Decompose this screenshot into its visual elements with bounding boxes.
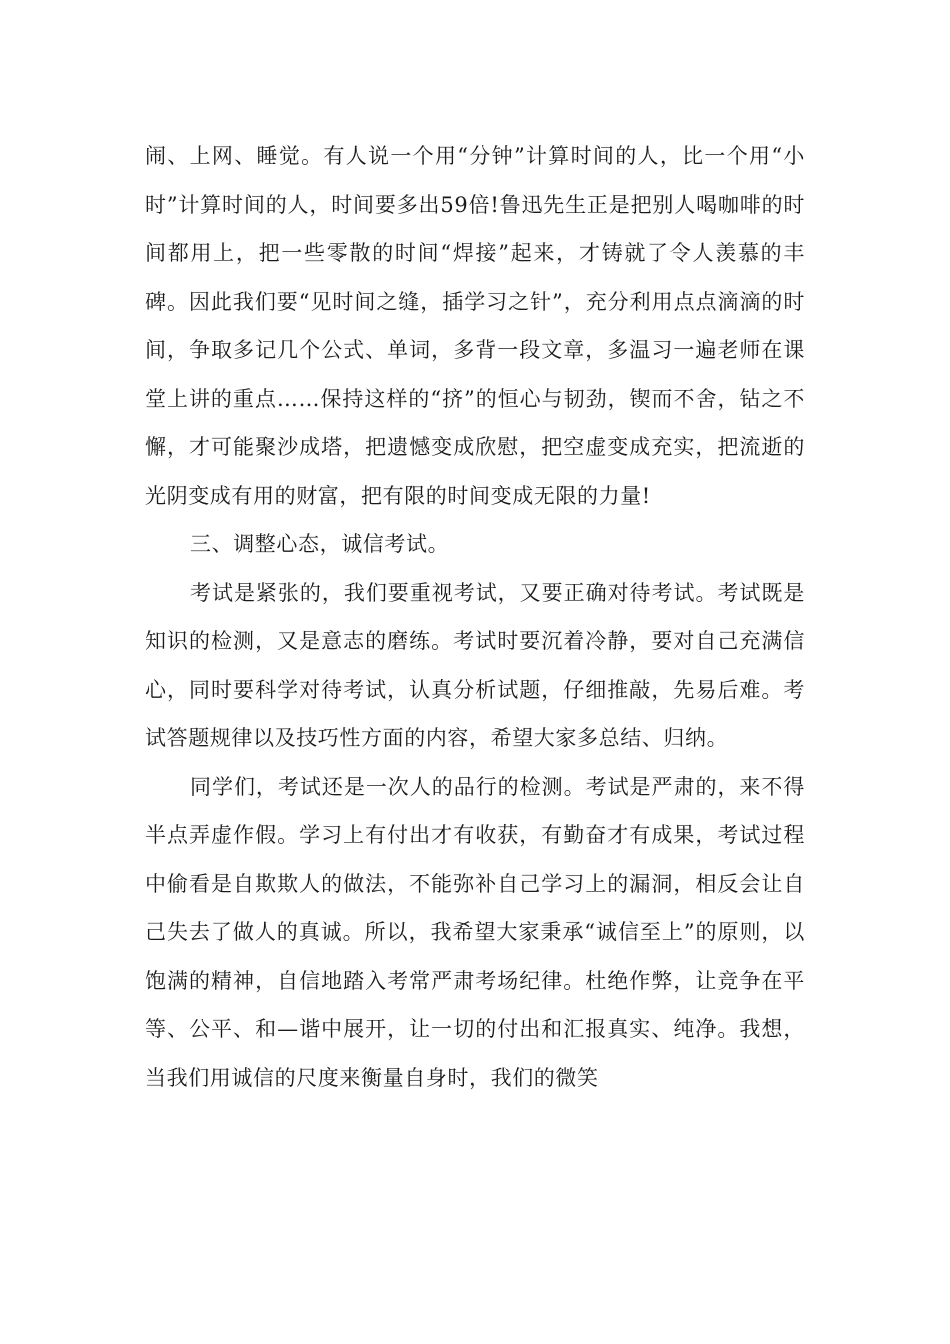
paragraph: 考试是紧张的，我们要重视考试，又要正确对待考试。考试既是知识的检测，又是意志的磨练。考试时要沉着冷静，要对自己充满信心，同时要科学对待考试，认真分析试题，仔细推敲，先易后难。考试答题规律以及技巧性方面的内容，希望大家多总结、归纳。 <box>145 580 805 750</box>
section-heading: 三、调整心态，诚信考试。 <box>190 532 450 556</box>
paragraph-continuation: 闹、上网、睡觉。有人说一个用“分钟”计算时间的人，比一个用“小时”计算时间的人，时间要多出59倍!鲁迅先生正是把别人喝咖啡的时间都用上，把一些零散的时间“焊接”起来，才铸就了令人羡慕的丰碑。因此我们要“见时间之缝，插学习之针”，充分利用点点滴滴的时间，争取多记几个公式、单词，多背一段文章，多温习一遍老师在课堂上讲的重点……保持这样的“挤”的恒心与韧劲，锲而不舍，钻之不懈，才可能聚沙成塔，把遗憾变成欣慰，把空虚变成充实，把流逝的光阴变成有用的财富，把有限的时间变成无限的力量! <box>145 144 805 508</box>
document-body <box>145 132 805 1102</box>
paragraph: 同学们，考试还是一次人的品行的检测。考试是严肃的，来不得半点弄虚作假。学习上有付出才有收获，有勤奋才有成果，考试过程中偷看是自欺欺人的做法，不能弥补自己学习上的漏洞，相反会让自己失去了做人的真诚。所以，我希望大家秉承“诚信至上”的原则，以饱满的精神，自信地踏入考常严肃考场纪律。杜绝作弊，让竞争在平等、公平、和—谐中展开，让一切的付出和汇报真实、纯净。我想，当我们用诚信的尺度来衡量自身时，我们的微笑 <box>145 774 805 1090</box>
